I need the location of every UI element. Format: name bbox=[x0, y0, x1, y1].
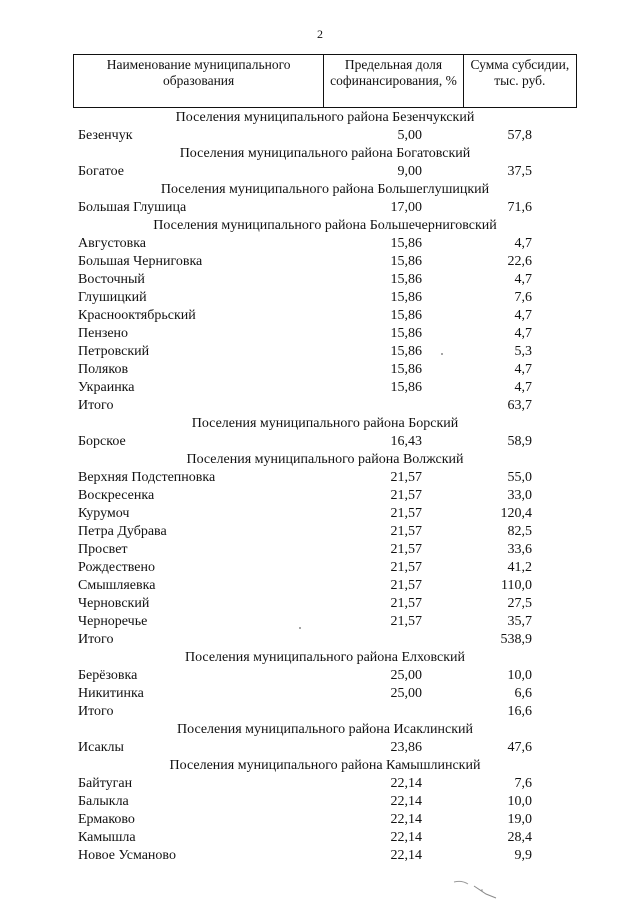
settlement-name: Глушицкий bbox=[78, 290, 147, 305]
total-row bbox=[0, 631, 640, 649]
group-title: Поселения муниципального района Безенчукский bbox=[175, 110, 475, 125]
settlement-name: Поляков bbox=[78, 362, 129, 377]
settlement-name: Итого bbox=[78, 632, 114, 647]
table-row bbox=[0, 613, 640, 631]
table-row bbox=[0, 829, 640, 847]
subsidy-sum: 55,0 bbox=[507, 470, 532, 485]
table-row bbox=[0, 253, 640, 271]
settlement-name: Итого bbox=[78, 398, 114, 413]
settlement-name: Байтуган bbox=[78, 776, 133, 791]
settlement-name: Большая Глушица bbox=[78, 200, 187, 215]
subsidy-sum: 28,4 bbox=[507, 830, 532, 845]
settlement-name: Богатое bbox=[78, 164, 124, 179]
subsidy-sum: 33,0 bbox=[507, 488, 532, 503]
group-title: Поселения муниципального района Большеглушицкий bbox=[160, 182, 490, 197]
subsidy-sum: 9,9 bbox=[514, 848, 532, 863]
subsidy-sum: 22,6 bbox=[507, 254, 532, 269]
cofinancing-share: 25,00 bbox=[390, 668, 422, 683]
table-row bbox=[0, 307, 640, 325]
subsidy-sum: 5,3 bbox=[514, 344, 532, 359]
subsidy-sum: 27,5 bbox=[507, 596, 532, 611]
cofinancing-share: 15,86 bbox=[390, 380, 422, 395]
table-row bbox=[0, 685, 640, 703]
table-row bbox=[0, 667, 640, 685]
subsidy-sum: 33,6 bbox=[507, 542, 532, 557]
table-row bbox=[0, 523, 640, 541]
table-row bbox=[0, 271, 640, 289]
group-header-row bbox=[0, 145, 640, 163]
subsidy-sum: 4,7 bbox=[514, 272, 532, 287]
settlement-name: Августовка bbox=[78, 236, 147, 251]
cofinancing-share: 21,57 bbox=[390, 596, 422, 611]
group-header-row bbox=[0, 721, 640, 739]
subsidy-sum: 19,0 bbox=[507, 812, 532, 827]
subsidy-sum: 35,7 bbox=[507, 614, 532, 629]
cofinancing-share: 5,00 bbox=[397, 128, 422, 143]
subsidy-sum: 58,9 bbox=[507, 434, 532, 449]
settlement-name: Воскресенка bbox=[78, 488, 155, 503]
cofinancing-share: 23,86 bbox=[390, 740, 422, 755]
subsidy-sum: 120,4 bbox=[500, 506, 532, 521]
settlement-name: Безенчук bbox=[78, 128, 133, 143]
cofinancing-share: 15,86 bbox=[390, 254, 422, 269]
subsidy-sum: 4,7 bbox=[514, 326, 532, 341]
subsidy-sum: 4,7 bbox=[514, 362, 532, 377]
cofinancing-share: 21,57 bbox=[390, 560, 422, 575]
cofinancing-share: 9,00 bbox=[397, 164, 422, 179]
table-row bbox=[0, 559, 640, 577]
settlement-name: Верхняя Подстепновка bbox=[78, 470, 216, 485]
subsidy-sum: 10,0 bbox=[507, 668, 532, 683]
settlement-name: Черновский bbox=[78, 596, 150, 611]
table-row bbox=[0, 775, 640, 793]
group-title: Поселения муниципального района Большечерниговский bbox=[153, 218, 497, 233]
settlement-name: Восточный bbox=[78, 272, 145, 287]
cofinancing-share: 22,14 bbox=[390, 848, 422, 863]
table-row bbox=[0, 811, 640, 829]
settlement-name: Борское bbox=[78, 434, 126, 449]
cofinancing-share: 21,57 bbox=[390, 578, 422, 593]
settlement-name: Украинка bbox=[78, 380, 135, 395]
cofinancing-share: 22,14 bbox=[390, 830, 422, 845]
table-row bbox=[0, 487, 640, 505]
cofinancing-share: 16,43 bbox=[390, 434, 422, 449]
cofinancing-share: 25,00 bbox=[390, 686, 422, 701]
cofinancing-share: 15,86 bbox=[390, 236, 422, 251]
cofinancing-share: 21,57 bbox=[390, 470, 422, 485]
group-header-row bbox=[0, 649, 640, 667]
subsidy-sum: 63,7 bbox=[507, 398, 532, 413]
subsidy-sum: 4,7 bbox=[514, 236, 532, 251]
subsidy-sum: 110,0 bbox=[501, 578, 532, 593]
group-title: Поселения муниципального района Елховский bbox=[184, 650, 466, 665]
column-header-share: Предельная доля софинансирования, % bbox=[324, 55, 463, 108]
subsidy-sum: 7,6 bbox=[514, 290, 532, 305]
table-row bbox=[0, 379, 640, 397]
cofinancing-share: 21,57 bbox=[390, 488, 422, 503]
column-header-name: Наименование муниципального образования bbox=[74, 55, 324, 108]
settlement-name: Итого bbox=[78, 704, 114, 719]
subsidy-sum: 7,6 bbox=[514, 776, 532, 791]
cofinancing-share: 22,14 bbox=[390, 776, 422, 791]
group-title: Поселения муниципального района Богатовский bbox=[179, 146, 471, 161]
subsidy-sum: 4,7 bbox=[514, 380, 532, 395]
settlement-name: Исаклы bbox=[78, 740, 124, 755]
cofinancing-share: 21,57 bbox=[390, 524, 422, 539]
subsidy-sum: 16,6 bbox=[507, 704, 532, 719]
scan-speck bbox=[299, 627, 301, 629]
cofinancing-share: 17,00 bbox=[390, 200, 422, 215]
group-header-row bbox=[0, 217, 640, 235]
cofinancing-share: 22,14 bbox=[390, 812, 422, 827]
cofinancing-share: 21,57 bbox=[390, 542, 422, 557]
settlement-name: Большая Черниговка bbox=[78, 254, 203, 269]
table-row bbox=[0, 541, 640, 559]
total-row bbox=[0, 397, 640, 415]
subsidy-sum: 6,6 bbox=[514, 686, 532, 701]
subsidy-sum: 37,5 bbox=[507, 164, 532, 179]
table-row bbox=[0, 289, 640, 307]
table-body bbox=[0, 109, 640, 865]
table-row bbox=[0, 127, 640, 145]
cofinancing-share: 15,86 bbox=[390, 290, 422, 305]
group-header-row bbox=[0, 757, 640, 775]
table-row bbox=[0, 469, 640, 487]
cofinancing-share: 15,86 bbox=[390, 362, 422, 377]
table-row bbox=[0, 793, 640, 811]
settlement-name: Новое Усманово bbox=[78, 848, 176, 863]
cofinancing-share: 15,86 bbox=[390, 308, 422, 323]
header-row bbox=[74, 55, 577, 108]
total-row bbox=[0, 703, 640, 721]
table-row bbox=[0, 433, 640, 451]
settlement-name: Берёзовка bbox=[78, 668, 138, 683]
subsidy-sum: 41,2 bbox=[507, 560, 532, 575]
cofinancing-share: 15,86 bbox=[390, 344, 422, 359]
cofinancing-share: 15,86 bbox=[390, 326, 422, 341]
settlement-name: Пензено bbox=[78, 326, 129, 341]
settlement-name: Краснооктябрьский bbox=[78, 308, 196, 323]
table-row bbox=[0, 199, 640, 217]
subsidy-sum: 4,7 bbox=[514, 308, 532, 323]
settlement-name: Камышла bbox=[78, 830, 136, 845]
subsidy-sum: 10,0 bbox=[507, 794, 532, 809]
group-title: Поселения муниципального района Исаклинский bbox=[177, 722, 473, 737]
subsidy-sum: 57,8 bbox=[507, 128, 532, 143]
cofinancing-share: 21,57 bbox=[390, 614, 422, 629]
settlement-name: Черноречье bbox=[78, 614, 148, 629]
subsidy-sum: 538,9 bbox=[500, 632, 532, 647]
cofinancing-share: 15,86 bbox=[390, 272, 422, 287]
settlement-name: Балыкла bbox=[78, 794, 129, 809]
subsidy-sum: 47,6 bbox=[507, 740, 532, 755]
subsidy-sum: 82,5 bbox=[507, 524, 532, 539]
table-row bbox=[0, 235, 640, 253]
table-row bbox=[0, 847, 640, 865]
settlement-name: Петровский bbox=[78, 344, 150, 359]
group-header-row bbox=[0, 181, 640, 199]
table-row bbox=[0, 595, 640, 613]
settlement-name: Курумоч bbox=[78, 506, 130, 521]
page-number: 2 bbox=[317, 27, 323, 41]
group-header-row bbox=[0, 451, 640, 469]
table-header bbox=[73, 54, 577, 108]
scan-speck bbox=[441, 353, 443, 355]
settlement-name: Никитинка bbox=[78, 686, 144, 701]
table-row bbox=[0, 505, 640, 523]
table-row bbox=[0, 163, 640, 181]
table-row bbox=[0, 361, 640, 379]
group-header-row bbox=[0, 415, 640, 433]
table-row bbox=[0, 739, 640, 757]
table-row bbox=[0, 577, 640, 595]
settlement-name: Смышляевка bbox=[78, 578, 156, 593]
settlement-name: Рождествено bbox=[78, 560, 156, 575]
column-header-sum: Сумма субсидии, тыс. руб. bbox=[463, 55, 576, 108]
group-header-row bbox=[0, 109, 640, 127]
table-row bbox=[0, 325, 640, 343]
cofinancing-share: 22,14 bbox=[390, 794, 422, 809]
table-row bbox=[0, 343, 640, 361]
settlement-name: Просвет bbox=[78, 542, 128, 557]
group-title: Поселения муниципального района Камышлинский bbox=[169, 758, 481, 773]
group-title: Поселения муниципального района Борский bbox=[191, 416, 459, 431]
settlement-name: Ермаково bbox=[78, 812, 135, 827]
subsidy-sum: 71,6 bbox=[507, 200, 532, 215]
cofinancing-share: 21,57 bbox=[390, 506, 422, 521]
group-title: Поселения муниципального района Волжский bbox=[186, 452, 464, 467]
settlement-name: Петра Дубрава bbox=[78, 524, 167, 539]
scan-smudge-mark bbox=[452, 878, 500, 900]
